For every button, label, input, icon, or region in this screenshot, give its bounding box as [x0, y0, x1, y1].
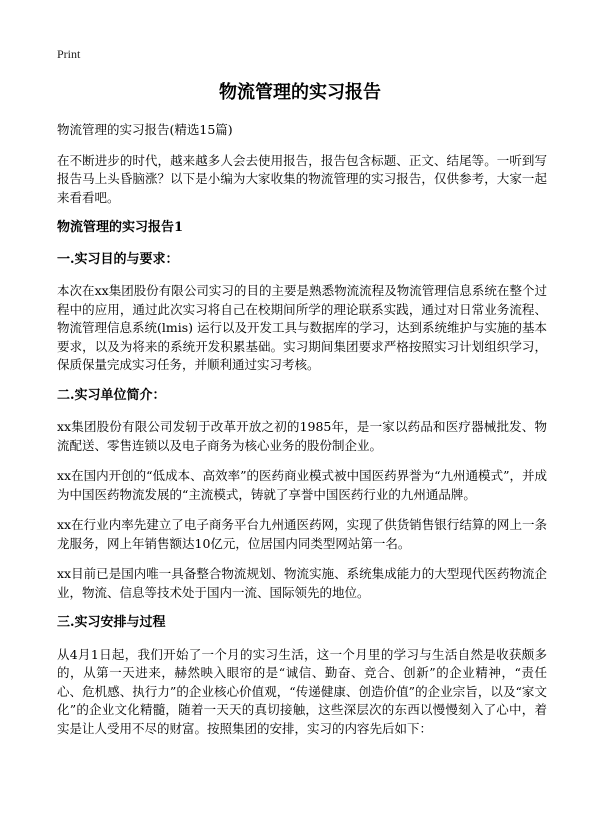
paragraph-company-1: xx集团股份有限公司发轫于改革开放之初的1985年，是一家以药品和医疗器械批发、物流配送、零售连锁以及电子商务为核心业务的股份制企业。: [57, 419, 547, 453]
paragraph-purpose: 本次在xx集团股份有限公司实习的目的主要是熟悉物流流程及物流管理信息系统在整个过程中的应用，通过此次实习将自己在校期间所学的理论联系实践，通过对日常业务流程、物流管理信息系统(lmis) 运行以及开发工具与数据库的学习，达到系统维护与实施的基本要求，以及为将来的系统开发积累基础。实习期间集团要求严格按照实习计划组织学习，保质保量完成实习任务，并顺利通过实习考核。: [57, 283, 547, 372]
section-heading-schedule: 三.实习安排与过程: [57, 615, 166, 630]
intro-paragraph: 在不断进步的时代，越来越多人会去使用报告，报告包含标题、正文、结尾等。一听到写报告马上头昏脑涨？以下是小编为大家收集的物流管理的实习报告，仅供参考，大家一起来看看吧。: [57, 152, 547, 205]
document-subtitle: 物流管理的实习报告(精选15篇): [57, 122, 233, 137]
document-title: 物流管理的实习报告: [219, 82, 381, 103]
section-heading-company: 二.实习单位简介：: [57, 387, 166, 403]
section-heading-purpose: 一.实习目的与要求：: [57, 251, 179, 267]
paragraph-company-2: xx在国内开创的“低成本、高效率”的医药商业模式被中国医药界誉为“九州通模式”，并成为中国医药物流发展的“主流模式，铸就了享誉中国医药行业的九州通品牌。: [57, 468, 547, 502]
paragraph-company-4: xx目前已是国内唯一具备整合物流规划、物流实施、系统集成能力的大型现代医药物流企业，物流、信息等技术处于国内一流、国际领先的地位。: [57, 566, 547, 600]
document-body: [57, 121, 547, 750]
report-heading: 物流管理的实习报告1: [57, 220, 184, 235]
print-link[interactable]: Print: [57, 47, 81, 61]
paragraph-company-3: xx在行业内率先建立了电子商务平台九州通医药网，实现了供货销售银行结算的网上一条龙服务，网上年销售额达10亿元，位居国内同类型网站第一名。: [57, 517, 547, 551]
paragraph-schedule: 从4月1日起，我们开始了一个月的实习生活，这一个月里的学习与生活自然是收获颇多的，从第一天进来，赫然映入眼帘的是“诚信、勤奋、竞合、创新”的企业精神，“责任心、危机感、执行力”的企业核心价值观，“传递健康、创造价值”的企业宗旨，以及“家文化”的企业文化精髓，随着一天天的真切接触，这些深层次的东西以慢慢刻入了心中，着实是让人受用不尽的财富。按照集团的安排，实习的内容先后如下：: [57, 646, 547, 736]
